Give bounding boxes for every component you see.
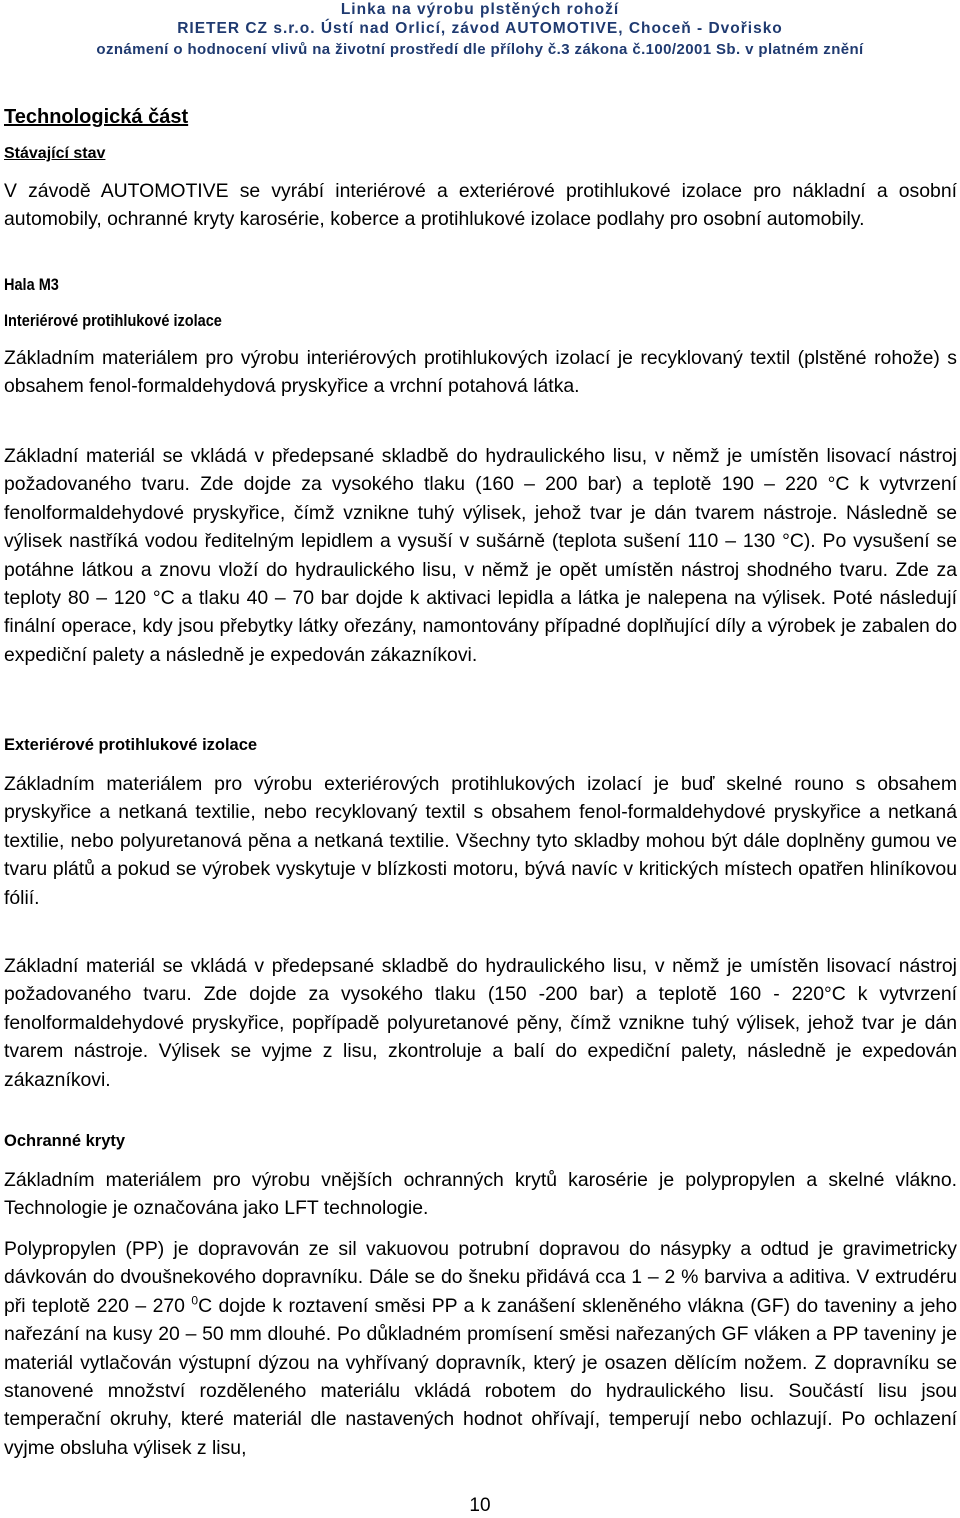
degree-superscript: 0	[191, 1293, 199, 1308]
interior-heading: Interiérové protihlukové izolace	[4, 312, 222, 330]
exterior-paragraph-2: Základní materiál se vkládá v předepsané skladbě do hydraulického lisu, v němž je umístěn lisovací nástroj požadovaného tvaru. Zde dojde za vysokého tlaku (150 -200 bar) a teplotě 160 - 220°C k vytvrzení fenolformaldehydové pryskyřice, popřípadě polyuretanové pěny, čímž vznikne tuhý výlisek, jehož tvar je dán tvarem nástroje. Výlisek se vyjme z lisu, zkontroluje a balí do expediční palety, následně je expedován zákazníkovi.	[4, 955, 957, 1091]
covers-paragraph-1: Základním materiálem pro výrobu vnějších ochranných krytů karosérie je polypropylen a skelné vlákno. Technologie je označována jako LFT technologie.	[4, 1169, 957, 1220]
covers-paragraph-2	[4, 1235, 957, 1462]
covers-heading: Ochranné kryty	[4, 1132, 126, 1150]
interior-paragraph-2: Základní materiál se vkládá v předepsané skladbě do hydraulického lisu, v němž je umístěn lisovací nástroj požadovaného tvaru. Zde dojde za vysokého tlaku (160 – 200 bar) a teplotě 190 – 220 °C k vytvrzení fenolformaldehydové pryskyřice, čímž vznikne tuhý výlisek, jehož tvar je dán tvarem nástroje. Následně se výlisek nastříká vodou ředitelným lepidlem a vysuší v sušárně (teplota sušení 110 – 130 °C). Po vysušení se potáhne látkou a znovu vloží do hydraulického lisu, v němž je opět umístěn nástroj shodného tvaru. Zde za teploty 80 – 120 °C a tlaku 40 – 70 bar dojde k aktivaci lepidla a látka je nalepena na výlisek. Poté následují finální operace, kdy jsou přebytky látky ořezány, namontovány případné doplňující díly a výrobek je zabalen do expediční palety a následně je expedován zákazníkovi.	[4, 445, 957, 666]
header-line-1: Linka na výrobu plstěných rohoží	[340, 1, 620, 18]
exterior-heading: Exteriérové protihlukové izolace	[4, 736, 258, 754]
page-number: 10	[469, 1495, 491, 1516]
covers-paragraph-2-part-a: Polypropylen (PP) je dopravován ze sil vakuovou potrubní dopravou do násypky a odtud je gravimetricky dávkován do dvoušnekového dopravníku. Dále se do šneku přidává cca 1 – 2 % barviva a aditiva. V extrudéru při teplotě 220 – 270	[4, 1238, 957, 1317]
intro-paragraph: V závodě AUTOMOTIVE se vyrábí interiérové a exteriérové protihlukové izolace pro nákladní a osobní automobily, ochranné kryty karosérie, koberce a protihlukové izolace podlahy pro osobní automobily.	[4, 180, 957, 231]
exterior-paragraph-1: Základním materiálem pro výrobu exteriérových protihlukových izolací je buď skelné rouno s obsahem pryskyřice a netkaná textilie, nebo recyklovaný textil s obsahem fenol-formaldehydové pryskyřice a netkaná textilie, nebo polyuretanová pěna a netkaná textilie. Všechny tyto skladby mohou být dále doplněny gumou ve tvaru plátů a pokud se výrobek vyskytuje v blízkosti motoru, bývá navíc v kritických místech opatřen hliníkovou fólií.	[4, 773, 957, 909]
interior-paragraph-1: Základním materiálem pro výrobu interiérových protihlukových izolací je recyklovaný textil (plstěné rohože) s obsahem fenol-formaldehydová pryskyřice a vrchní potahová látka.	[4, 347, 957, 398]
covers-paragraph-2-part-b: C dojde k roztavení směsi PP a k zanášení skleněného vlákna (GF) do taveniny a jeho nařezání na kusy 20 – 50 mm dlouhé. Po důkladném promísení směsi nařezaných GF vláken a PP taveniny je materiál vytlačován výstupní dýzou na vyhřívaný dopravník, který je osazen dělícím nožem. Z dopravníku se stanovené množství rozděleného materiálu vkládá robotem do hydraulického lisu. Součástí lisu jsou temperační okruhy, které materiál dle nastavených hodnot ohřívají, temperují nebo ochlazují. Po ochlazení vyjme obsluha výlisek z lisu,	[4, 1294, 957, 1459]
section-title: Technologická část	[4, 106, 189, 128]
section-subtitle: Stávající stav	[4, 145, 106, 162]
header-line-3: oznámení o hodnocení vlivů na životní prostředí dle přílohy č.3 zákona č.100/2001 Sb. v platném znění	[96, 41, 864, 58]
header-line-2: RIETER CZ s.r.o. Ústí nad Orlicí, závod AUTOMOTIVE, Choceň - Dvořisko	[177, 20, 783, 37]
hall-heading: Hala M3	[4, 276, 59, 294]
